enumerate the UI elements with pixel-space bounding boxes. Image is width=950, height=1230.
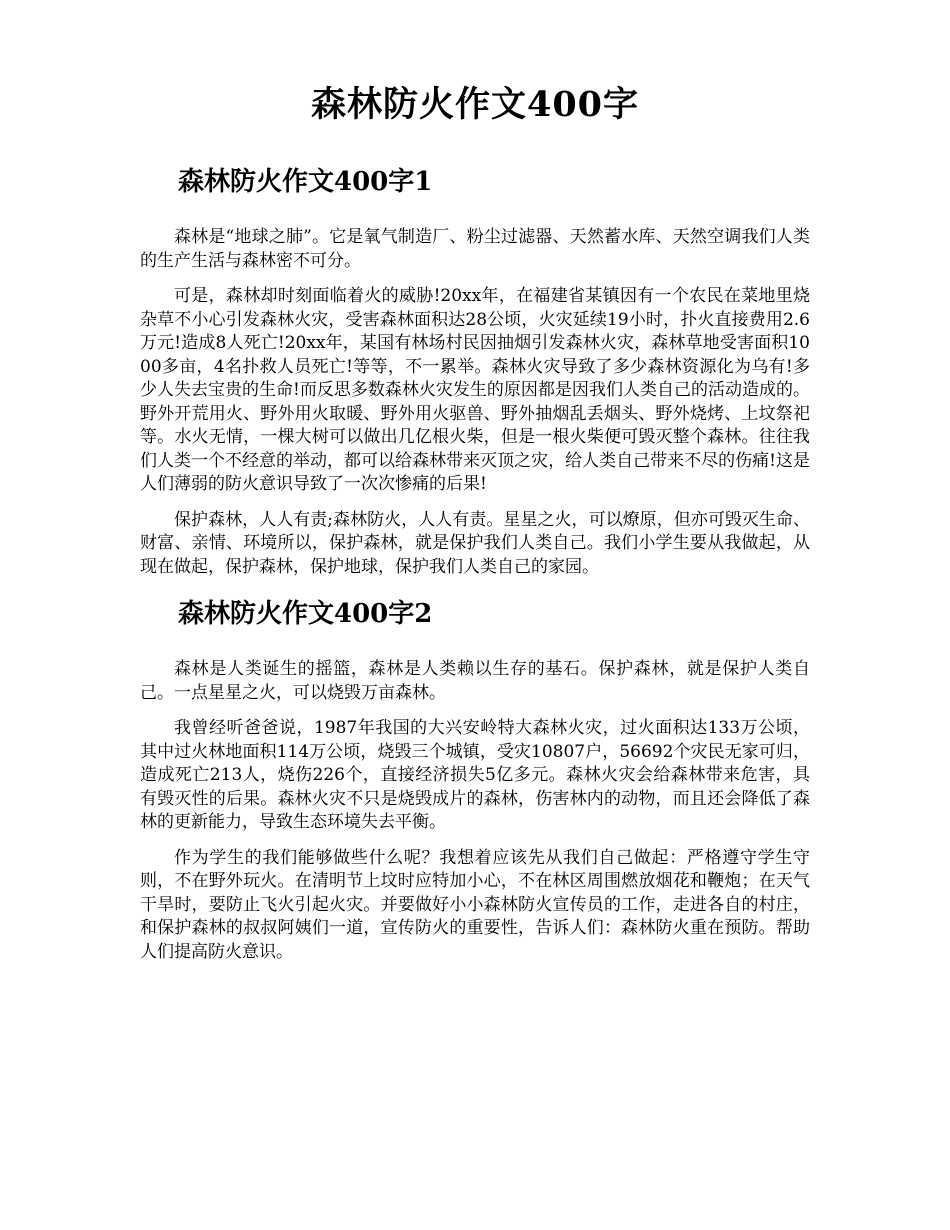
paragraph: 森林是“地球之肺”。它是氧气制造厂、粉尘过滤器、天然蓄水库、天然空调我们人类的生产生活与森林密不可分。 [140,227,810,271]
paragraph: 可是，森林却时刻面临着火的威胁!20xx年，在福建省某镇因有一个农民在菜地里烧杂草不小心引发森林火灾，受害森林面积达28公顷，火灾延续19小时，扑火直接费用2.6万元!造成8人死亡!20xx年，某国有林场村民因抽烟引发森林火灾，森林草地受害面积1000多亩，4名扑救人员死亡!等等，不一累举。森林火灾导致了多少森林资源化为乌有!多少人失去宝贵的生命!而反思多数森林火灾发生的原因都是因我们人类自己的活动造成的。野外开荒用火、野外用火取暖、野外用火驱兽、野外抽烟乱丢烟头、野外烧烤、上坟祭祀等。水火无情，一棵大树可以做出几亿根火柴，但是一根火柴便可毁灭整个森林。往往我们人类一个不经意的举动，都可以给森林带来灭顶之灾，给人类自己带来不尽的伤痛!这是人们薄弱的防火意识导致了一次次惨痛的后果! [140,286,810,494]
section-heading: 森林防火作文400字1 [178,167,433,197]
paragraph: 我曾经听爸爸说，1987年我国的大兴安岭特大森林火灾，过火面积达133万公顷，其中过火林地面积114万公顷，烧毁三个城镇，受灾10807户，56692个灾民无家可归，造成死亡213人，烧伤226个，直接经济损失5亿多元。森林火灾会给森林带来危害，具有毁灭性的后果。森林火灾不只是烧毁成片的森林，伤害林内的动物，而且还会降低了森林的更新能力，导致生态环境失去平衡。 [140,718,810,832]
essay-section-1 [140,165,810,579]
document-title: 森林防火作文400字 [310,84,640,125]
section-heading: 森林防火作文400字2 [178,599,433,629]
essay-section-2 [140,597,810,964]
paragraph: 森林是人类诞生的摇篮，森林是人类赖以生存的基石。保护森林，就是保护人类自己。一点星星之火，可以烧毁万亩森林。 [140,659,810,703]
paragraph: 作为学生的我们能够做些什么呢？我想着应该先从我们自己做起：严格遵守学生守则，不在野外玩火。在清明节上坟时应特加小心，不在林区周围燃放烟花和鞭炮；在天气干旱时，要防止飞火引起火灾。并要做好小小森林防火宣传员的工作，走进各自的村庄，和保护森林的叔叔阿姨们一道，宣传防火的重要性，告诉人们：森林防火重在预防。帮助人们提高防火意识。 [140,847,810,962]
paragraph: 保护森林，人人有责;森林防火，人人有责。星星之火，可以燎原，但亦可毁灭生命、财富、亲情、环境所以，保护森林，就是保护我们人类自己。我们小学生要从我做起，从现在做起，保护森林，保护地球，保护我们人类自己的家园。 [140,509,810,577]
document-page [140,80,810,964]
